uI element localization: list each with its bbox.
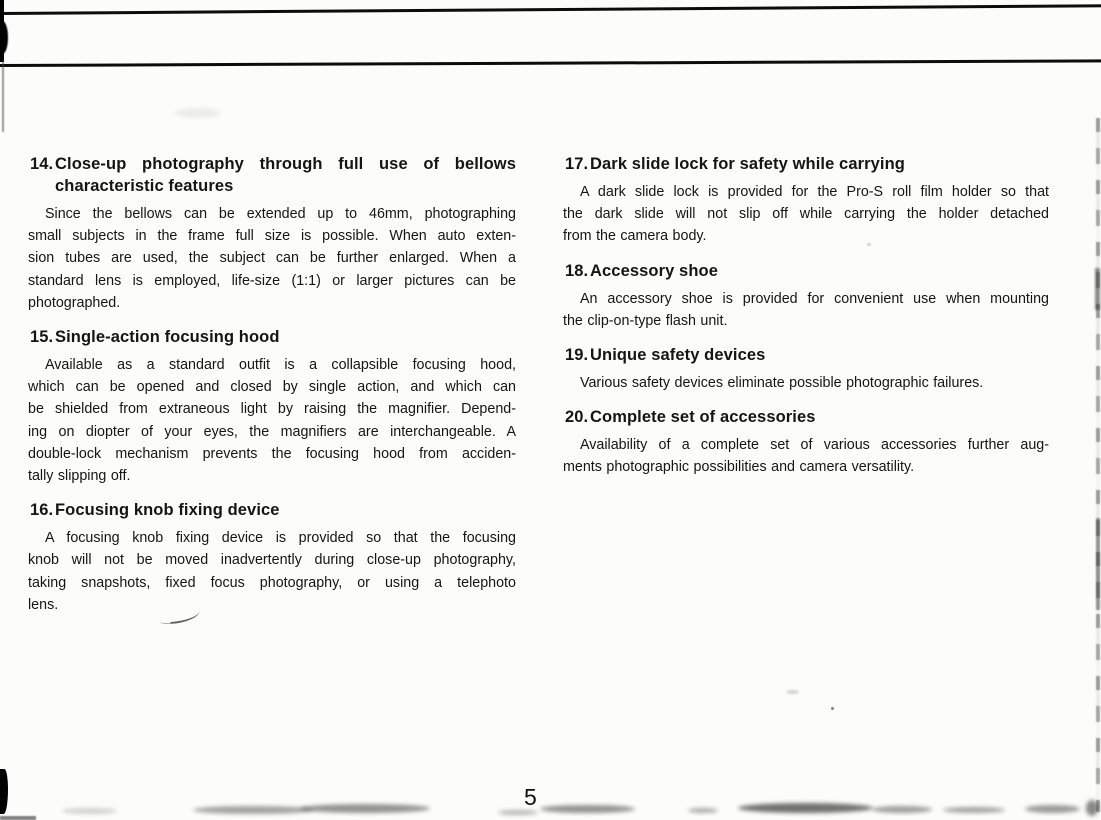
section-title-line: Unique safety devices — [590, 346, 766, 365]
body-line: knob will not be moved inadvertently during close-up photography, — [28, 552, 516, 569]
bottom-smudge — [540, 805, 635, 813]
section-number: 20. — [565, 408, 589, 427]
section-paragraph — [28, 354, 516, 487]
body-line: small subjects in the frame full size is possible. When auto exten- — [28, 228, 516, 245]
bottom-smudge — [688, 808, 718, 813]
manual-section — [563, 260, 1049, 332]
body-line: be shielded from extraneous light by raising the magnifier. Depend- — [28, 401, 516, 418]
section-title-line: Focusing knob fixing device — [55, 501, 280, 520]
section-title-line: characteristic features — [55, 177, 234, 195]
body-line: standard lens is employed, life-size (1:1) or larger pictures can be — [28, 272, 516, 289]
right-edge-scan-strip — [1096, 118, 1100, 812]
bottom-left-ink-blob — [0, 769, 8, 814]
bottom-smudge — [62, 808, 117, 814]
body-line: taking snapshots, fixed focus photography, or using a telephoto — [28, 574, 516, 591]
section-title-line: Accessory shoe — [590, 261, 718, 280]
body-line: ing on diopter of your eyes, the magnifiers are interchangeable. A — [28, 423, 516, 440]
section-paragraph — [563, 372, 1049, 394]
section-title-line: Single-action focusing hood — [55, 328, 280, 347]
body-line: which can be opened and closed by single action, and which can — [28, 379, 516, 396]
section-heading — [28, 499, 516, 521]
section-heading — [563, 406, 1049, 428]
scan-speck — [786, 690, 799, 694]
section-paragraph — [563, 434, 1049, 478]
body-line: A dark slide lock is provided for the Pro-S roll film holder so that — [580, 184, 1049, 200]
section-paragraph — [28, 203, 516, 314]
section-number: 15. — [30, 328, 54, 347]
bottom-smudge — [872, 806, 932, 813]
section-heading — [28, 326, 516, 348]
faint-smudge — [175, 108, 221, 118]
section-number: 18. — [565, 261, 589, 280]
bottom-left-ink-dash — [0, 816, 36, 820]
bottom-smudge — [738, 803, 873, 813]
body-line: A focusing knob fixing device is provided so that the focusing — [45, 530, 516, 547]
manual-section — [28, 326, 516, 487]
section-number: 14. — [30, 155, 54, 173]
section-heading — [563, 260, 1049, 282]
left-edge-ink-blob — [0, 21, 8, 54]
right-column — [563, 153, 1049, 491]
body-line: ments photographic possibilities and camera versatility. — [563, 459, 915, 476]
body-line: Various safety devices eliminate possible photographic failures. — [580, 375, 984, 392]
section-title-line: Close-up photography through full use of bellows — [55, 155, 516, 173]
body-line: from the camera body. — [563, 228, 707, 245]
right-edge-scan-patch — [1096, 518, 1100, 610]
body-line: Availability of a complete set of various accessories further aug- — [580, 437, 1049, 454]
body-line: the dark slide will not slip off while carrying the holder detached — [563, 206, 1049, 223]
manual-section — [563, 406, 1049, 478]
left-edge-ink-tail — [2, 60, 4, 132]
body-line: An accessory shoe is provided for convenient use when mounting — [580, 290, 1049, 307]
section-paragraph — [28, 527, 516, 616]
section-paragraph — [563, 288, 1049, 332]
page-number: 5 — [524, 784, 537, 810]
page-top-rule-1 — [0, 4, 1101, 15]
section-paragraph — [563, 181, 1049, 248]
body-line: Since the bellows can be extended up to 46mm, photographing — [45, 206, 516, 222]
bottom-smudge — [300, 804, 430, 813]
section-heading — [563, 153, 1049, 175]
manual-section — [28, 153, 516, 314]
section-number: 19. — [565, 346, 589, 365]
body-line: lens. — [28, 596, 59, 613]
section-heading — [28, 153, 516, 197]
section-number: 16. — [30, 501, 54, 520]
section-number: 17. — [565, 155, 589, 173]
body-line: sion tubes are used, the subject can be further enlarged. When a — [28, 250, 516, 267]
bottom-smudge — [1025, 805, 1080, 813]
scan-speck — [831, 707, 834, 710]
manual-section — [563, 153, 1049, 248]
body-line: tally slipping off. — [28, 468, 131, 485]
manual-section — [563, 344, 1049, 394]
body-line: photographed. — [28, 294, 121, 311]
body-line: Available as a standard outfit is a collapsible focusing hood, — [45, 357, 516, 374]
manual-section — [28, 499, 516, 616]
left-column — [28, 153, 516, 628]
body-line: double-lock mechanism prevents the focusing hood from acciden- — [28, 445, 516, 462]
bottom-smudge — [1086, 800, 1098, 816]
section-title-line: Dark slide lock for safety while carrying — [590, 155, 905, 173]
right-edge-scan-patch — [1095, 268, 1100, 310]
section-heading — [563, 344, 1049, 366]
bottom-smudge — [193, 806, 313, 814]
bottom-smudge — [943, 807, 1005, 813]
page-top-rule-2 — [0, 59, 1101, 67]
section-title-line: Complete set of accessories — [590, 408, 816, 427]
body-line: the clip-on-type flash unit. — [563, 312, 728, 329]
